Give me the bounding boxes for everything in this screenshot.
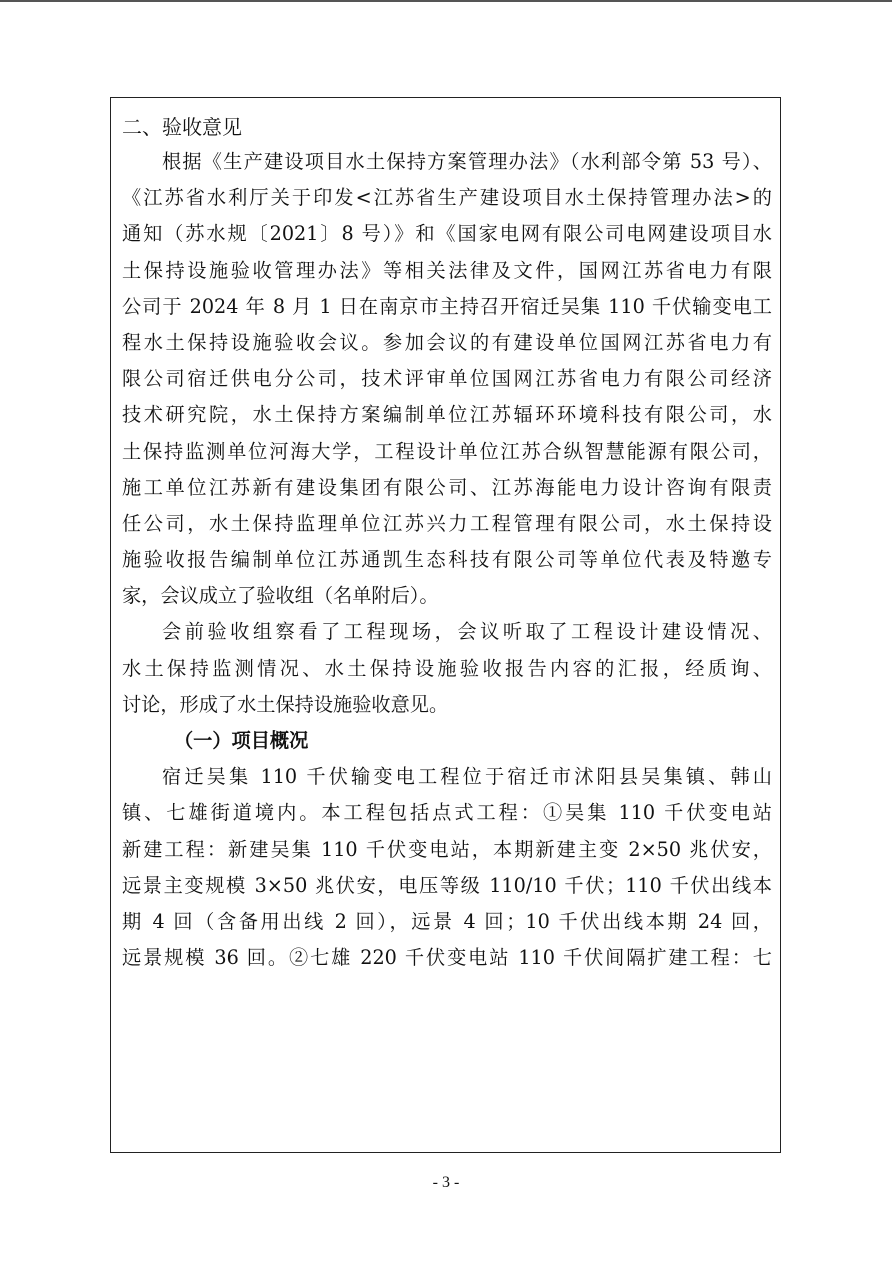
paragraph-1: [122, 144, 772, 614]
top-border-line: [0, 0, 892, 2]
paragraph-1-line: 施验收报告编制单位江苏通凯生态科技有限公司等单位代表及特邀专: [122, 548, 772, 572]
paragraph-3: [122, 759, 772, 976]
paragraph-1-line: 家，会议成立了验收组（名单附后）。: [122, 584, 439, 608]
document-body: [122, 110, 772, 976]
paragraph-1-line: 施工单位江苏新有建设集团有限公司、江苏海能电力设计咨询有限责: [122, 475, 772, 499]
paragraph-3-line: 宿迁吴集 110 千伏输变电工程位于宿迁市沭阳县吴集镇、韩山: [162, 765, 772, 789]
paragraph-2-line: 讨论，形成了水土保持设施验收意见。: [122, 692, 449, 716]
paragraph-1-line: 公司于 2024 年 8 月 1 日在南京市主持召开宿迁吴集 110 千伏输变电工: [122, 294, 772, 318]
paragraph-1-line: 技术研究院，水土保持方案编制单位江苏辐环环境科技有限公司，水: [122, 403, 772, 427]
paragraph-3-line: 远景主变规模 3×50 兆伏安，电压等级 110/10 千伏；110 千伏出线本: [122, 873, 772, 897]
paragraph-1-line: 限公司宿迁供电分公司，技术评审单位国网江苏省电力有限公司经济: [122, 367, 772, 391]
paragraph-2-line: 水土保持监测情况、水土保持设施验收报告内容的汇报，经质询、: [122, 656, 772, 680]
page-number: - 3 -: [432, 1174, 460, 1191]
paragraph-3-line: 远景规模 36 回。②七雄 220 千伏变电站 110 千伏间隔扩建工程：七: [122, 946, 772, 970]
paragraph-1-line: 土保持监测单位河海大学，工程设计单位江苏合纵智慧能源有限公司，: [122, 439, 772, 463]
paragraph-1-line: 《江苏省水利厅关于印发<江苏省生产建设项目水土保持管理办法>的: [122, 186, 772, 210]
paragraph-3-line: 期 4 回（含备用出线 2 回），远景 4 回；10 千伏出线本期 24 回，: [122, 909, 772, 933]
paragraph-1-line: 根据《生产建设项目水土保持方案管理办法》（水利部令第 53 号）、: [162, 150, 772, 173]
paragraph-2: [122, 614, 772, 723]
section-heading: 二、验收意见: [122, 115, 242, 139]
paragraph-1-line: 任公司，水土保持监理单位江苏兴力工程管理有限公司，水土保持设: [122, 511, 772, 535]
paragraph-1-line: 通知（苏水规〔2021〕8 号）》和《国家电网有限公司电网建设项目水: [122, 222, 772, 246]
document-frame: [110, 97, 781, 1153]
paragraph-3-line: 镇、七雄街道境内。本工程包括点式工程：①吴集 110 千伏变电站: [122, 801, 772, 825]
subsection-heading: （一）项目概况: [174, 729, 309, 752]
paragraph-1-line: 土保持设施验收管理办法》等相关法律及文件，国网江苏省电力有限: [122, 258, 772, 282]
paragraph-2-line: 会前验收组察看了工程现场，会议听取了工程设计建设情况、: [162, 620, 772, 644]
paragraph-3-line: 新建工程：新建吴集 110 千伏变电站，本期新建主变 2×50 兆伏安，: [122, 837, 772, 861]
paragraph-1-line: 程水土保持设施验收会议。参加会议的有建设单位国网江苏省电力有: [122, 330, 772, 354]
